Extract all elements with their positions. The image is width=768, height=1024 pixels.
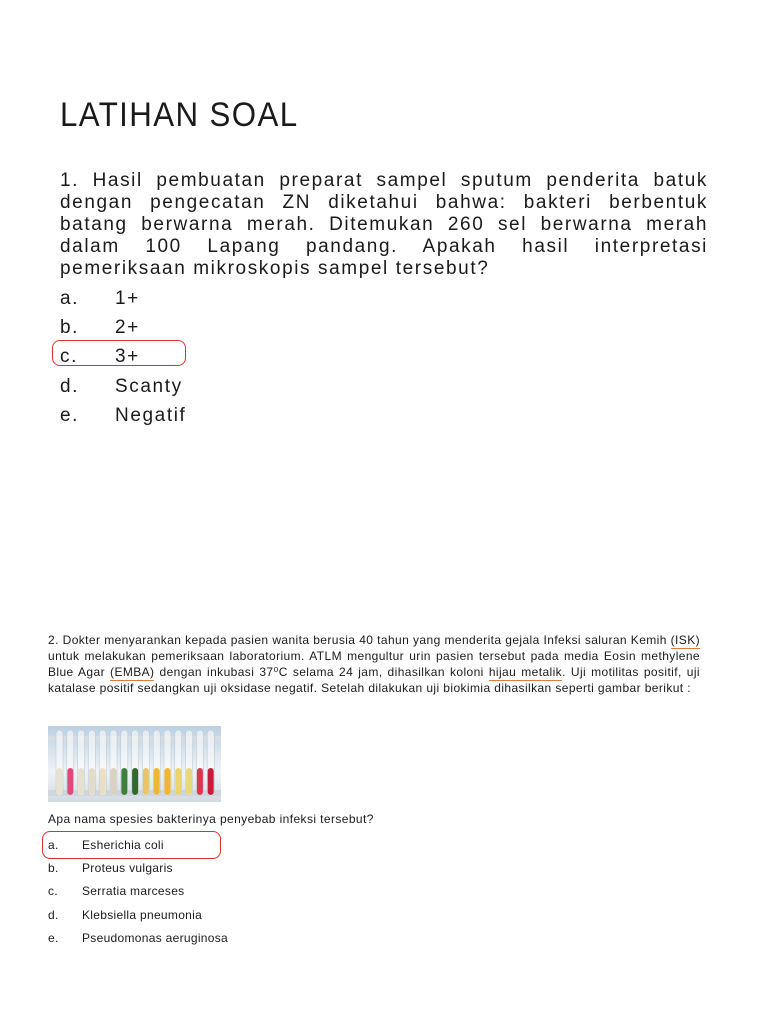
question-2-text-part: . Uji motilitas positif, uji katalase positif sedangkan uji oksidase negatif. Setelah dilakukan uji biokimia dihasilkan seperti gambar berikut : [48, 665, 700, 695]
tube-medium [175, 768, 181, 795]
underline-hijau-metalik: hijau metalik [488, 665, 563, 679]
option-text: Negatif [115, 405, 187, 426]
tube-medium [143, 768, 149, 795]
tube-medium [100, 768, 106, 795]
option-letter: b. [48, 861, 59, 875]
option-text: 1+ [115, 288, 140, 309]
option-letter: d. [60, 376, 80, 397]
tube-medium [111, 768, 117, 795]
question-1-text: 1. Hasil pembuatan preparat sampel sputum penderita batuk dengan pengecatan ZN diketahui bahwa: bakteri berbentuk batang berwarna merah. Ditemukan 260 sel berwarna merah dalam 100 Lapang pandang. Apakah hasil interpretasi pemeriksaan mikroskopis sampel tersebut? [60, 170, 708, 279]
question-2-text [48, 632, 700, 696]
question-2-text-part: 2. Dokter menyarankan kepada pasien wanita berusia 40 tahun yang menderita gejala Infeksi saluran Kemih [48, 633, 671, 647]
tube-medium [208, 768, 214, 795]
option-letter: b. [60, 317, 80, 338]
tube-medium [57, 768, 63, 795]
tube-medium [67, 768, 73, 795]
option-letter: a. [60, 288, 80, 309]
question-2-text-part: untuk melakukan pemeriksaan laboratorium. ATLM mengultur urin pasien tersebut pada media Eosin methylene Blue Agar [48, 649, 700, 679]
underline-isk: (ISK) [670, 633, 700, 647]
tube-medium [78, 768, 84, 795]
option-letter: c. [60, 346, 78, 367]
tube-medium [186, 768, 192, 795]
option-text: Proteus vulgaris [82, 861, 173, 875]
page-title: LATIHAN SOAL [60, 96, 299, 134]
answer-circle-q2 [42, 831, 221, 859]
biochemical-test-tubes-photo [48, 726, 221, 802]
option-text: Pseudomonas aeruginosa [82, 931, 229, 945]
tube-medium [154, 768, 160, 795]
option-letter: e. [60, 405, 80, 426]
option-text: Klebsiella pneumonia [82, 908, 203, 922]
tube-medium [121, 768, 127, 795]
tube-medium [89, 768, 95, 795]
option-text: 3+ [115, 346, 140, 367]
underline-emba: (EMBA) [110, 665, 155, 679]
option-letter: e. [48, 931, 59, 945]
option-text: Scanty [115, 376, 183, 397]
option-letter: a. [48, 838, 59, 852]
option-text: Serratia marceses [82, 884, 185, 898]
answer-circle-q1 [52, 340, 186, 366]
tube-medium [165, 768, 171, 795]
question-2-prompt: Apa nama spesies bakterinya penyebab infeksi tersebut? [48, 812, 374, 826]
test-tubes-illustration [48, 726, 221, 802]
option-text: Esherichia coli [82, 838, 164, 852]
tube-medium [197, 768, 203, 795]
option-text: 2+ [115, 317, 140, 338]
question-2-text-part: dengan inkubasi 37⁰C selama 24 jam, dihasilkan koloni [154, 665, 489, 679]
option-letter: c. [48, 884, 58, 898]
tube-medium [132, 768, 138, 795]
option-letter: d. [48, 908, 59, 922]
